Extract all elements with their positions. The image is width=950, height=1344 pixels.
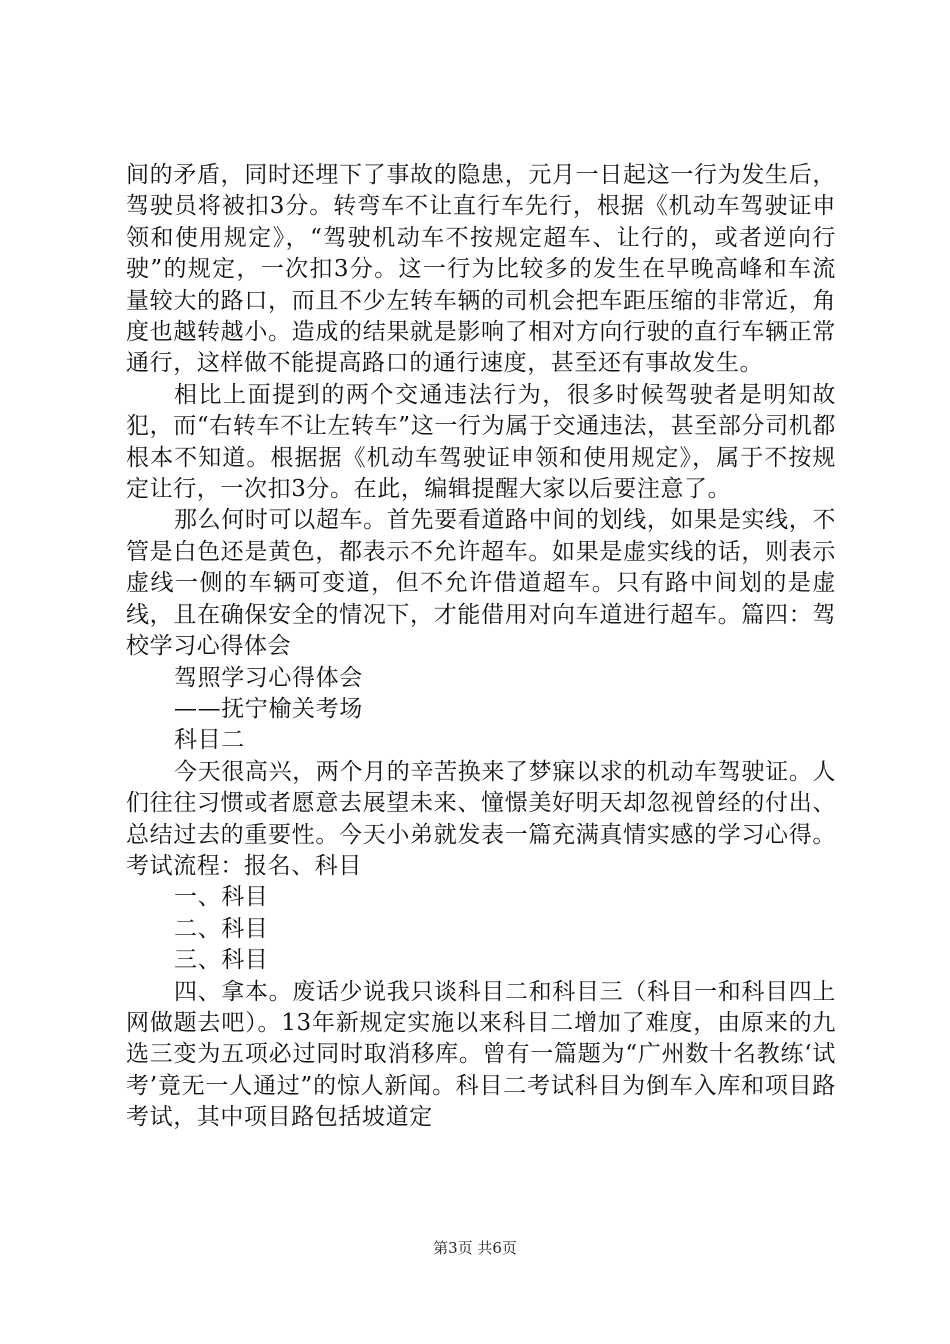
page-footer: 第3页 共6页 [433,1239,517,1257]
paragraph-3: 那么何时可以超车。首先要看道路中间的划线，如果是实线，不管是白色还是黄色，都表示不允许超车。如果是虚实线的话，则表示虚线一侧的车辆可变道，但不允许借道超车。只有路中间划的是虚线，且在确保安全的情况下，才能借用对向车道进行超车。篇四：驾校学习心得体会 [126,507,836,660]
section-heading: 驾照学习心得体会 [174,664,363,691]
subject-heading: 科目二 [174,727,245,754]
paragraph-5: 四、拿本。废话少说我只谈科目二和科目三（科目一和科目四上网做题去吧）。13年新规定实施以来科目二增加了难度，由原来的九选三变为五项必过同时取消移库。曾有一篇题为“广州数十名教练‘试考’竟无一人通过”的惊人新闻。科目二考试科目为倒车入库和项目路考试，其中项目路包括坡道定 [126,978,836,1131]
list-item-1: 一、科目 [174,884,269,911]
section-subheading: ——抚宁榆关考场 [174,695,363,722]
document-body [126,160,836,1134]
paragraph-4: 今天很高兴，两个月的辛苦换来了梦寐以求的机动车驾驶证。人们往往习惯或者愿意去展望未来、憧憬美好明天却忽视曾经的付出、总结过去的重要性。今天小弟就发表一篇充满真情实感的学习心得。考试流程：报名、科目 [126,758,836,879]
paragraph-1: 间的矛盾，同时还埋下了事故的隐患，元月一日起这一行为发生后，驾驶员将被扣3分。转弯车不让直行车先行，根据《机动车驾驶证申领和使用规定》，“驾驶机动车不按规定超车、让行的，或者逆向行驶”的规定，一次扣3分。这一行为比较多的发生在早晚高峰和车流量较大的路口，而且不少左转车辆的司机会把车距压缩的非常近，角度也越转越小。造成的结果就是影响了相对方向行驶的直行车辆正常通行，这样做不能提高路口的通行速度，甚至还有事故发生。 [126,162,836,377]
list-item-3: 三、科目 [174,947,269,974]
list-item-2: 二、科目 [174,915,269,942]
paragraph-2: 相比上面提到的两个交通违法行为，很多时候驾驶者是明知故犯，而“右转车不让左转车”这一行为属于交通违法，甚至部分司机都根本不知道。根据据《机动车驾驶证申领和使用规定》，属于不按规定让行，一次扣3分。在此，编辑提醒大家以后要注意了。 [126,381,836,503]
